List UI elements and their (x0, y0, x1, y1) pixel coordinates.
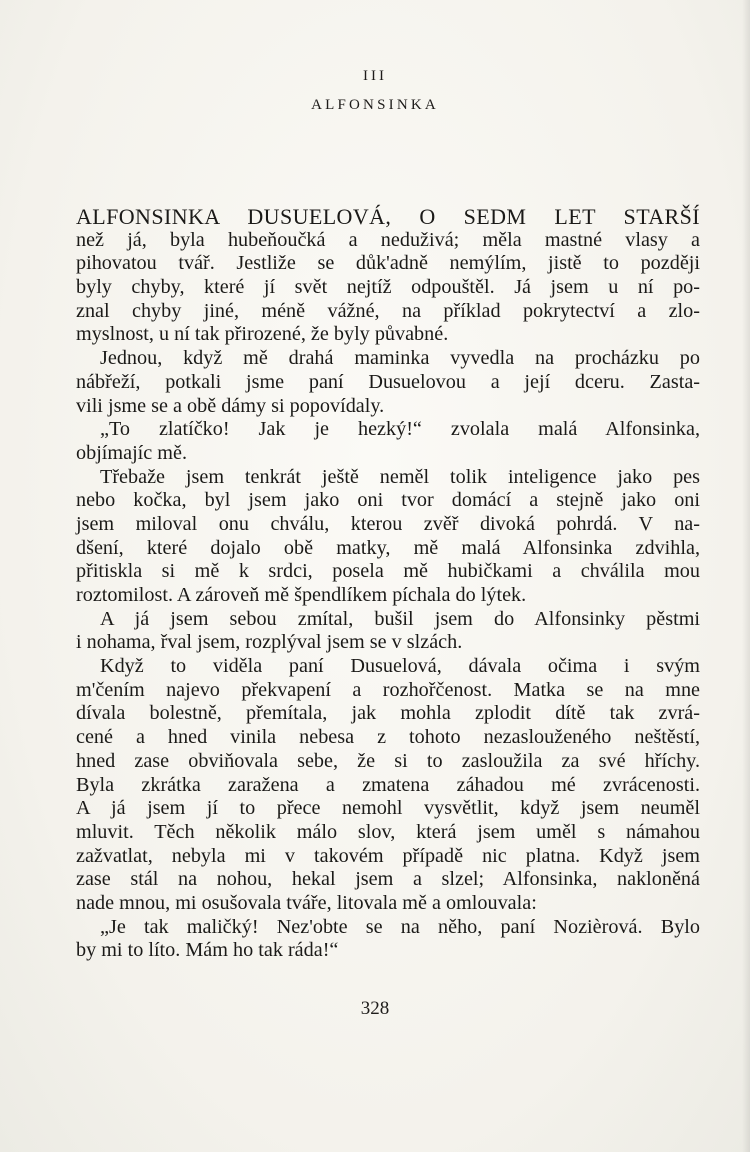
text-line: Jednou, když mě drahá maminka vyvedla na procházku po (100, 347, 700, 370)
text-line: objímajíc mě. (76, 441, 188, 464)
text-line: Když to viděla paní Dusuelová, dávala očima i svým (100, 655, 700, 678)
text-line: A já jsem jí to přece nemohl vysvětlit, když jsem neuměl (76, 797, 700, 820)
text-line-opening: ALFONSINKA DUSUELOVÁ, O SEDM LET STARŠÍ (76, 204, 700, 229)
text-line: „Je tak maličký! Nez'obte se na něho, paní Nozièrová. Bylo (100, 915, 700, 938)
text-line: nebo kočka, byl jsem jako oni tvor domácí a stejně jako oni (76, 489, 700, 512)
text-line: pihovatou tvář. Jestliže se důk'adně nemýlím, jistě to později (76, 252, 700, 275)
text-line: jsem miloval onu chválu, kterou zvěř divoká pohrdá. V na- (76, 512, 700, 535)
text-line: vili jsme se a obě dámy si popovídaly. (76, 394, 385, 417)
page-edge-shadow (742, 0, 750, 1152)
text-line: nábřeží, potkali jsme paní Dusuelovou a její dceru. Zasta- (76, 370, 700, 393)
text-line: byly chyby, které jí svět nejtíž odpouštěl. Já jsem u ní po- (76, 276, 700, 299)
text-line: A já jsem sebou zmítal, bušil jsem do Alfonsinky pěstmi (100, 607, 700, 630)
text-line: cené a hned vinila nebesa z tohoto nezaslouženého neštěstí, (76, 726, 700, 749)
text-line: i nohama, řval jsem, rozplýval jsem se v slzách. (76, 631, 463, 654)
text-line: znal chyby jiné, méně vážné, na příklad pokrytectví a zlo- (76, 299, 700, 322)
chapter-title: ALFONSINKA (311, 97, 439, 113)
text-line: Třebaže jsem tenkrát ještě neměl tolik inteligence jako pes (100, 465, 700, 488)
text-line: než já, byla hubeňoučká a neduživá; měla mastné vlasy a (76, 228, 700, 251)
text-line: Byla zkrátka zaražena a zmatena záhadou mé zvrácenosti. (76, 773, 700, 796)
text-line: nade mnou, mi osušovala tváře, litovala mě a omlouvala: (76, 891, 537, 914)
body-text (76, 205, 700, 963)
text-line: přitiskla si mě k srdci, posela mě hubičkami a chválila mou (76, 560, 700, 583)
text-line: roztomilost. A zároveň mě špendlíkem píchala do lýtek. (76, 584, 527, 606)
text-line: hned zase obviňovala sebe, že si to zasloužila za své hříchy. (76, 749, 700, 772)
page-number: 328 (360, 998, 390, 1019)
text-line: „To zlatíčko! Jak je hezký!“ zvolala malá Alfonsinka, (100, 418, 700, 441)
text-line: dšení, které dojalo obě matky, mě malá Alfonsinka zdvihla, (76, 536, 700, 559)
text-line: zase stál na nohou, hekal jsem a slzel; Alfonsinka, nakloněná (76, 868, 700, 891)
text-line: zažvatlat, nebyla mi v takovém případě nic platna. Když jsem (76, 844, 700, 867)
text-line: m'čením najevo překvapení a rozhořčenost. Matka se na mne (76, 678, 700, 701)
text-line: mluvit. Těch několik málo slov, která jsem uměl s námahou (76, 820, 700, 843)
text-line: by mi to líto. Mám ho tak ráda!“ (76, 939, 339, 962)
text-line: myslnost, u ní tak přirozené, že byly půvabné. (76, 323, 449, 346)
text-line: dívala bolestně, přemítala, jak mohla zplodit dítě tak zvrá- (76, 702, 700, 725)
chapter-number: III (363, 68, 387, 84)
